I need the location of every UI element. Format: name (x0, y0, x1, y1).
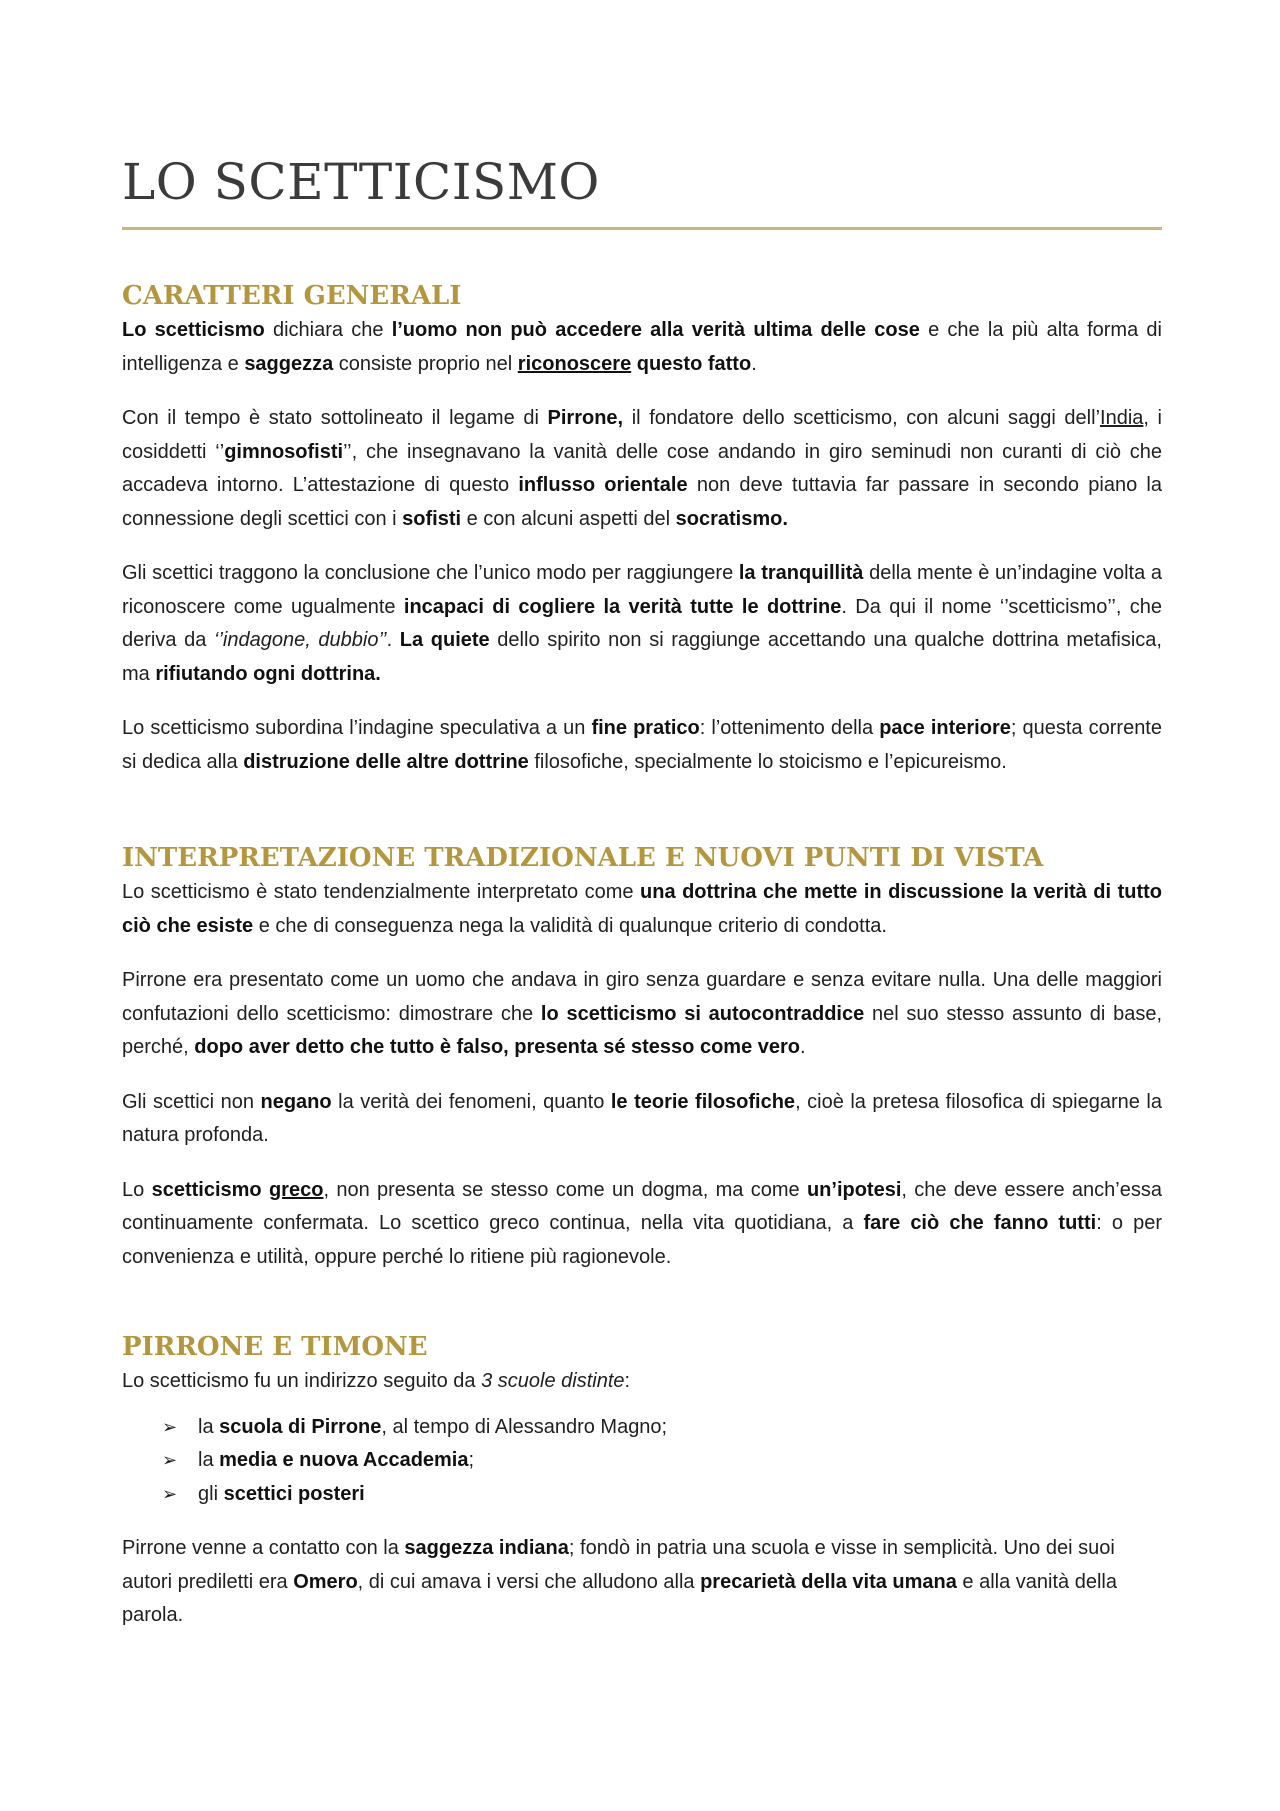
paragraph (122, 402, 1162, 536)
bold-text: Omero (293, 1570, 358, 1593)
text-run: Lo scetticismo è stato tendenzialmente interpretato come (122, 881, 641, 903)
italic-text: ‘’indagone, dubbio’’ (214, 629, 387, 651)
text-run: la verità dei fenomeni, quanto (331, 1090, 611, 1113)
text-run: . (800, 1036, 806, 1058)
arrowhead-icon: ➢ (162, 1483, 178, 1505)
list-item (162, 1444, 1162, 1478)
page-title: LO SCETTICISMO (122, 150, 1162, 230)
bold-text: lo scetticismo si autocontraddice (540, 1002, 865, 1025)
bold-text: socratismo. (675, 507, 788, 530)
section-heading-interpretazione: INTERPRETAZIONE TRADIZIONALE E NUOVI PUNTI DI VISTA (122, 843, 1044, 873)
text-run: , i cosiddetti ‘’ (122, 407, 1163, 463)
text-run: , non presenta se stesso come un dogma, ma come (323, 1178, 807, 1201)
bold-text: incapaci di cogliere la verità tutte le dottrine (403, 595, 842, 618)
text-run: : (624, 1370, 631, 1392)
bold-text: precarietà della vita umana (700, 1570, 957, 1593)
text-run: ; fondò in patria una scuola e visse in semplicità. Uno dei suoi autori prediletti era (122, 1537, 1115, 1593)
text-run: : o per convenienza e utilità, oppure perché lo ritiene più ragionevole. (122, 1212, 1162, 1268)
arrowhead-icon: ➢ (162, 1450, 178, 1471)
text-run: , che deve essere anch’essa continuamente confermata. Lo scettico greco continua, nella vita quotidiana, a (122, 1178, 1162, 1234)
text-run: il fondatore dello scetticismo, con alcuni saggi dell’ (623, 407, 1101, 429)
text-run: la (198, 1449, 220, 1471)
bold-text: fare ciò che fanno tutti (863, 1212, 1097, 1234)
text-run: gli (198, 1482, 224, 1505)
bold-text: distruzione delle altre dottrine (243, 750, 529, 773)
text-run: : l’ottenimento della (699, 717, 880, 739)
text-run: , al tempo di Alessandro Magno; (381, 1415, 668, 1438)
bullet-list (122, 1411, 1162, 1512)
text-run: Lo (122, 1178, 152, 1201)
text-run: e alla vanità della parola. (122, 1570, 1117, 1626)
text-run: . (751, 352, 757, 375)
list-item-text (198, 1483, 365, 1505)
text-run: la (198, 1415, 220, 1438)
text-run: ; (468, 1449, 475, 1471)
arrowhead-icon: ➢ (162, 1416, 178, 1438)
text-run: ; questa corrente si dedica alla (122, 717, 1162, 773)
bold-text: fine pratico (591, 717, 700, 739)
list-item (162, 1411, 1162, 1445)
bold-text: gimnosofisti (224, 440, 344, 463)
text-run: ’’, che insegnavano la vanità delle cose andando in giro seminudi non curanti di ciò che accadeva intorno. L’attestazione di questo (122, 440, 1162, 496)
text-run: Pirrone venne a contatto con la (122, 1537, 405, 1559)
bold-text: dopo aver detto che tutto è falso, presenta sé stesso come vero (194, 1036, 800, 1058)
paragraph (122, 1086, 1162, 1153)
text-run: Gli scettici non (122, 1090, 261, 1113)
bold-text: la tranquillità (738, 562, 864, 584)
bold-text: saggezza (244, 352, 334, 375)
bold-text: Pirrone, (547, 407, 624, 429)
bold-text: saggezza indiana (404, 1537, 569, 1559)
paragraph (122, 964, 1162, 1065)
text-run: Pirrone era presentato come un uomo che andava in giro senza guardare e senza evitare nulla. Una delle maggiori confutazioni dello scetticismo: dimostrare che (122, 969, 1162, 1025)
text-run: Gli scettici traggono la conclusione che l’unico modo per raggiungere (122, 562, 739, 584)
text-run: dichiara che (264, 319, 392, 341)
bold-text: scettici posteri (223, 1482, 365, 1505)
text-run (262, 1179, 269, 1201)
text-run: non deve tuttavia far passare in secondo piano la connessione degli scettici con i (122, 474, 1162, 530)
bold-text: l’uomo non può accedere alla verità ultima delle cose (391, 319, 920, 341)
bold-text: un’ipotesi (806, 1178, 902, 1201)
text-run: e con alcuni aspetti del (461, 507, 676, 530)
text-run: consiste proprio nel (333, 352, 518, 375)
text-run: dello spirito non si raggiunge accettando una qualche dottrina metafisica, ma (122, 629, 1162, 685)
paragraph (122, 314, 1162, 381)
paragraph-intro (122, 1365, 1162, 1399)
text-run: , di cui amava i versi che alludono alla (357, 1570, 701, 1593)
bold-text: pace interiore (879, 717, 1011, 739)
paragraph (122, 876, 1162, 943)
bold-text: una dottrina che mette in discussione la verità di tutto ciò che esiste (122, 881, 1162, 937)
bold-text: sofisti (402, 507, 462, 530)
paragraph (122, 1532, 1162, 1633)
text-run: e che di conseguenza nega la validità di qualunque criterio di condotta. (253, 914, 887, 937)
text-run: della mente è un’indagine volta a riconoscere come ugualmente (122, 562, 1162, 618)
document-content (122, 150, 1162, 1633)
text-run: , cioè la pretesa filosofica di spiegarne la natura profonda. (122, 1090, 1162, 1146)
bold-text: le teorie filosofiche (610, 1090, 796, 1113)
text-run: Lo scetticismo fu un indirizzo seguito da (122, 1370, 482, 1392)
text-run: . Da qui il nome ‘’scetticismo’’, che deriva da (122, 595, 1163, 651)
bold-text: riconoscere (517, 352, 632, 375)
bold-text: Lo scetticismo (122, 319, 265, 341)
italic-text: 3 scuole distinte (481, 1370, 625, 1392)
bold-text: scetticismo (151, 1178, 262, 1201)
text-run: Con il tempo è stato sottolineato il legame di (122, 407, 548, 429)
bold-text: La quiete (399, 629, 490, 651)
bold-text: negano (260, 1090, 332, 1113)
text-run: filosofiche, specialmente lo stoicismo e l’epicureismo. (528, 750, 1007, 773)
section-heading-caratteri-generali: CARATTERI GENERALI (122, 281, 462, 311)
text-run: . (386, 629, 400, 651)
paragraph (122, 712, 1162, 779)
text-run: India (1100, 407, 1144, 429)
paragraph (122, 1174, 1162, 1275)
text-run: nel suo stesso assunto di base, perché, (122, 1002, 1163, 1058)
text-run: Lo scetticismo subordina l’indagine speculativa a un (122, 717, 592, 739)
list-item-text (198, 1416, 667, 1438)
text-run: e che la più alta forma di intelligenza e (122, 319, 1162, 375)
list-item (162, 1478, 1162, 1512)
bold-text: media e nuova Accademia (219, 1449, 469, 1471)
list-item-text (198, 1449, 474, 1471)
bold-text: rifiutando ogni dottrina. (155, 662, 381, 685)
bold-text: influsso orientale (518, 474, 688, 496)
bold-text: questo fatto (636, 352, 752, 375)
bold-text: scuola di Pirrone (219, 1415, 382, 1438)
section-heading-pirrone-e-timone: PIRRONE E TIMONE (122, 1332, 428, 1362)
bold-text: greco (268, 1178, 324, 1201)
paragraph (122, 557, 1162, 691)
